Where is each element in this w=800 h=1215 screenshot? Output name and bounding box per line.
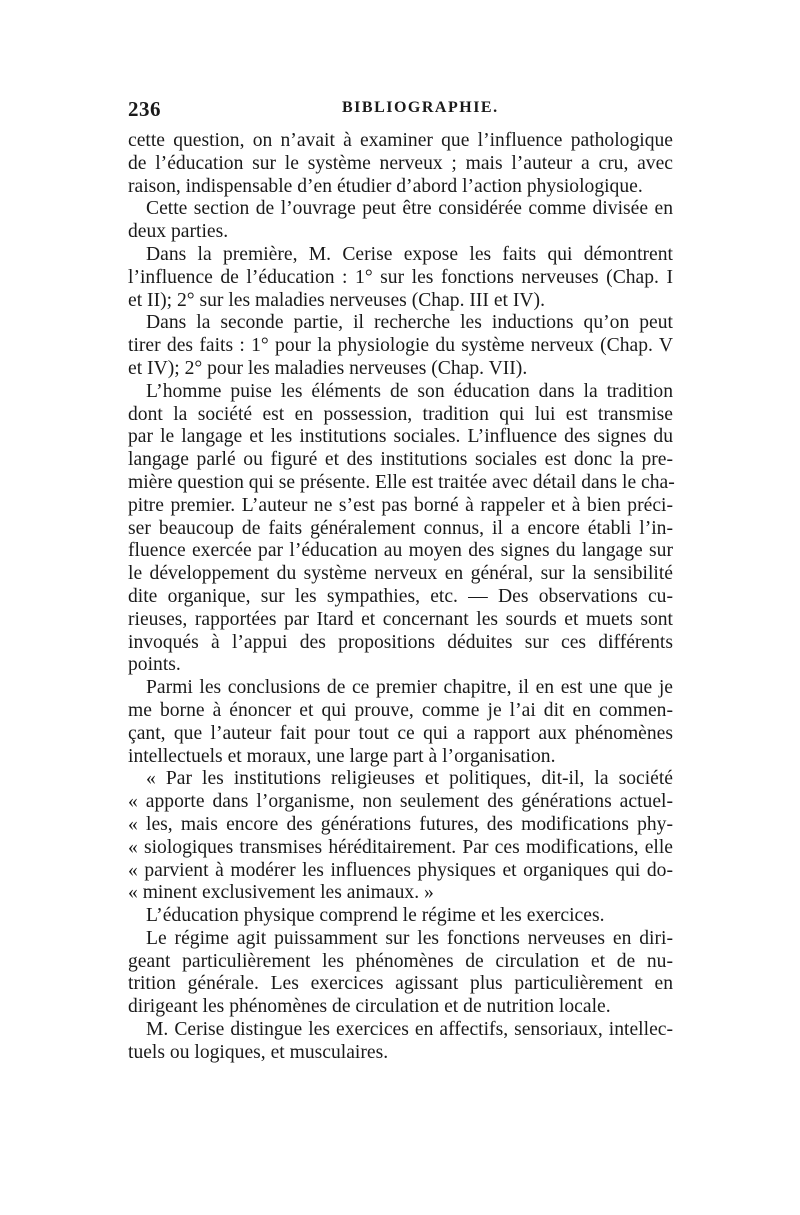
text-line: « apporte dans l’organisme, non seulement des générations actuel- <box>128 791 673 813</box>
text-line: « minent exclusivement les animaux. » <box>128 882 434 904</box>
text-line: Dans la seconde partie, il recherche les inductions qu’on peut <box>146 312 673 334</box>
text-line: et IV); 2° pour les maladies nerveuses (Chap. VII). <box>128 357 528 379</box>
body-text <box>128 130 673 1065</box>
text-line: Le régime agit puissamment sur les fonctions nerveuses en diri- <box>146 927 673 949</box>
text-line: points. <box>128 654 181 676</box>
text-line: rieuses, rapportées par Itard et concernant les sourds et muets sont <box>128 608 673 630</box>
text-line: intellectuels et moraux, une large part à l’organisation. <box>128 745 556 767</box>
text-line: l’influence de l’éducation : 1° sur les fonctions nerveuses (Chap. I <box>128 266 673 288</box>
text-line: ser beaucoup de faits généralement connus, il a encore établi l’in- <box>128 517 673 539</box>
text-line: trition générale. Les exercices agissant plus particulièrement en <box>128 973 673 995</box>
text-line: raison, indispensable d’en étudier d’abord l’action physiologique. <box>128 175 643 197</box>
running-head <box>128 97 673 123</box>
text-line: M. Cerise distingue les exercices en affectifs, sensoriaux, intellec- <box>146 1019 673 1041</box>
text-line: « les, mais encore des générations futures, des modifications phy- <box>128 813 673 835</box>
text-line: tuels ou logiques, et musculaires. <box>128 1041 389 1063</box>
text-line: de l’éducation sur le système nerveux ; mais l’auteur a cru, avec <box>128 152 673 174</box>
text-line: me borne à énoncer et qui prouve, comme je l’ai dit en commen- <box>128 699 673 721</box>
text-line: cette question, on n’avait à examiner que l’influence pathologique <box>128 130 673 151</box>
text-line: çant, que l’auteur fait pour tout ce qui a rapport aux phénomènes <box>128 722 673 744</box>
text-line: L’éducation physique comprend le régime et les exercices. <box>146 905 605 927</box>
text-line: pitre premier. L’auteur ne s’est pas borné à rappeler et à bien préci- <box>128 494 673 516</box>
text-line: tirer des faits : 1° pour la physiologie du système nerveux (Chap. V <box>128 335 673 357</box>
running-title: BIBLIOGRAPHIE. <box>342 99 499 116</box>
text-line: le développement du système nerveux en général, sur la sensibilité <box>128 563 673 585</box>
text-line: mière question qui se présente. Elle est traitée avec détail dans le cha- <box>128 471 675 493</box>
text-line: par le langage et les institutions sociales. L’influence des signes du <box>128 426 673 448</box>
text-line: geant particulièrement les phénomènes de circulation et de nu- <box>128 950 673 972</box>
text-line: dont la société est en possession, tradition qui lui est transmise <box>128 403 673 425</box>
text-line: invoqués à l’appui des propositions déduites sur ces différents <box>128 631 673 653</box>
text-line: « siologiques transmises héréditairement. Par ces modifications, elle <box>128 836 673 858</box>
text-line: L’homme puise les éléments de son éducation dans la tradition <box>146 380 673 402</box>
text-line: langage parlé ou figuré et des institutions sociales est donc la pre- <box>128 449 673 471</box>
text-line: deux parties. <box>128 221 229 243</box>
text-line: Cette section de l’ouvrage peut être considérée comme divisée en <box>146 198 673 220</box>
text-line: Parmi les conclusions de ce premier chapitre, il en est une que je <box>146 677 673 699</box>
page-number: 236 <box>128 97 161 121</box>
text-line: fluence exercée par l’éducation au moyen des signes du langage sur <box>128 540 673 562</box>
text-line: « Par les institutions religieuses et politiques, dit-il, la société <box>146 768 673 790</box>
text-line: « parvient à modérer les influences physiques et organiques qui do- <box>128 859 673 881</box>
text-line: Dans la première, M. Cerise expose les faits qui démontrent <box>146 243 673 265</box>
text-line: et II); 2° sur les maladies nerveuses (Chap. III et IV). <box>128 289 545 311</box>
text-line: dirigeant les phénomènes de circulation et de nutrition locale. <box>128 996 611 1018</box>
text-line: dite organique, sur les sympathies, etc. — Des observations cu- <box>128 585 673 607</box>
